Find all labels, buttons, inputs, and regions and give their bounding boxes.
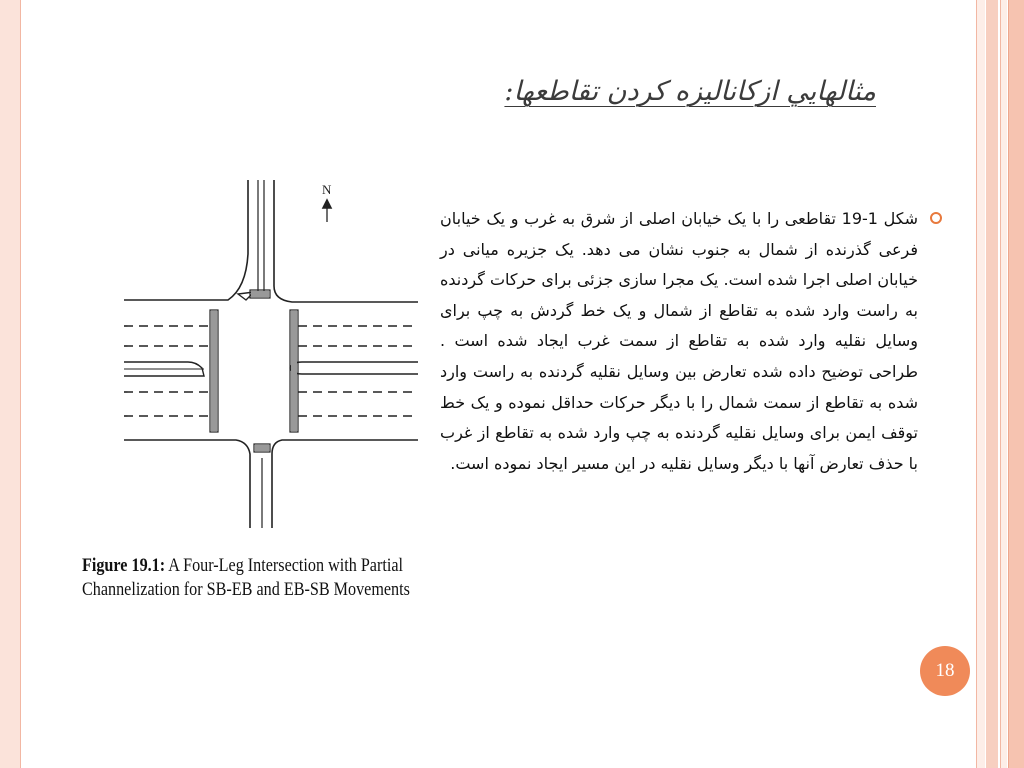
right-decorative-frame xyxy=(976,0,1024,768)
curb-sw xyxy=(124,440,250,528)
caption-label: Figure 19.1: xyxy=(82,555,166,576)
slide-title: مثالهايي ازكانالیزه کردن تقاطعها: xyxy=(504,76,876,107)
body-paragraph: شکل 1-19 تقاطعی را با یک خیابان اصلی از شرق به غرب و یک خیابان فرعی گذرنده از شمال به جنوب نشان می دهد. یک جزیره میانی در خیابان اصلی اجرا شده است. یک مجرا سازی جزئی برای حرکات گردنده به راست وارد شده به تقاطع از شمال و یک خط گردش به چپ برای وسایل نقلیه وارد شده به تقاطع از سمت غرب ایجاد شده است . طراحی توضیح داده شده تعارض بین وسایل نقلیه گردنده به راست وارد شده به تقاطع از سمت شمال را با دیگر حرکات حداقل نموده و یک خط توقف ایمن برای وسایل نقلیه گردنده به چپ وارد شده به تقاطع از غرب با حذف تعارض آنها با دیگر وسایل نقلیه در این مسیر ایجاد نموده است. xyxy=(440,209,919,473)
curb-nw xyxy=(124,180,248,300)
intersection-diagram xyxy=(78,176,423,536)
intersection-figure xyxy=(78,176,423,616)
page-number-badge: 18 xyxy=(920,646,970,696)
figure-caption xyxy=(82,554,422,602)
curb-ne xyxy=(274,180,418,302)
curb-se xyxy=(272,440,418,528)
caption-text: A Four-Leg Intersection with Partial Channelization for SB-EB and EB-SB Movements xyxy=(82,555,410,600)
north-label: N xyxy=(322,182,332,197)
bullet-marker-icon xyxy=(930,212,942,224)
left-decorative-frame xyxy=(0,0,21,768)
